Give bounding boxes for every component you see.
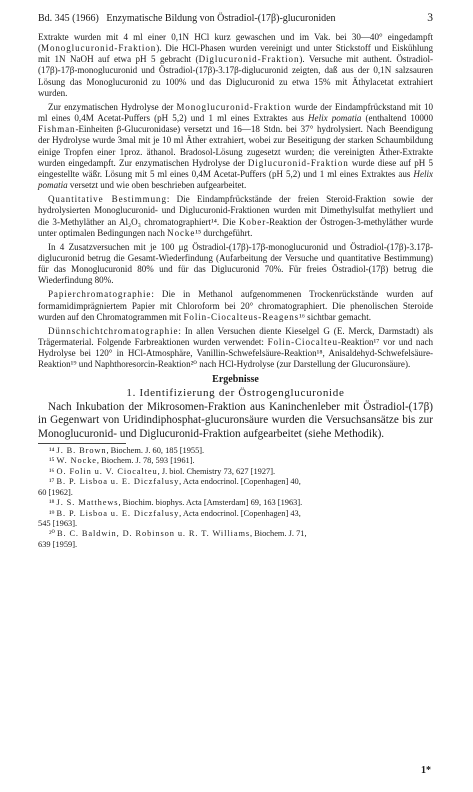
footnote-number: ¹⁸ [49,498,55,508]
footnote-item [38,529,433,539]
footnote-author: B. C. Baldwin, D. Robinson u. R. T. Williams [56,529,251,539]
text-run: Extrakte wurden mit 4 ml einer 0,1N HCl kurz gewaschen und im Vak. bei 30—40° eingedampft ( [38,32,433,54]
text-run: -Einheiten β-Glucuronidase) versetzt und 16—18 Stdn. bei 37° hydrolysiert. Nach Beendigung der Hydrolyse wurde 3mal mit je 10 ml Äther extrahiert, wobei zur Beseitigung der starken Schaumbildung einige Tropfen einer 1proz. äthanol. Bradosol-Lösung zugesetzt wurden; die vereinigten Äther-Extrakte wurden eingedampft. Zur enzymatischen Hydrolyse der [38,124,433,168]
footnote-reference: , J. biol. Chemistry 73, 627 [1927]. [157,466,276,476]
footnote-continuation: 60 [1962]. [38,487,73,497]
text-run: ¹⁶ sichtbar gemacht. [299,311,371,322]
spaced-term: Diglucuronid-Fraktion [198,54,300,65]
spaced-term: Folin-Ciocalteus-Reagens [183,311,300,322]
footnote-author: W. Nocke [56,456,97,466]
footnote-continuation: 639 [1959]. [38,539,78,549]
paragraph-hydrolysis [38,102,433,191]
footnote-reference: , Acta endocrinol. [Copenhagen] 43, [179,508,301,518]
footnote-author: O. Folin u. V. Ciocalteu [56,466,158,476]
text-run: : Die in Methanol aufgenommenen Trockenrückstände wurden auf formamidimprägniertem Papier mit Chloroform bei 20° chromatographiert. Die phenolischen Steroide wurden auf den Chromatogrammen mit [38,289,433,322]
footnote-author: J. B. Brown [56,446,107,456]
page-number: 3 [427,12,433,24]
spaced-term: Monoglucuronid-Fraktion [41,43,157,54]
article-body [38,32,433,550]
text-run: -Reaktion der Östrogen-3-methyläther wurde unter optimalen Bedingungen nach [38,216,433,238]
paragraph-paper-chromatography [38,289,433,322]
species-name: Helix pomatia [38,168,433,191]
text-run: : In allen Versuchen diente Kieselgel G (E. Merck, Darmstadt) als Trägermaterial. Folgende Farbreaktionen wurden verwendet: [38,325,433,348]
section-heading: Ergebnisse [212,373,259,385]
text-run: ). Die HCl-Phasen wurden vereinigt und unter Stickstoff und Eiskühlung mit 1N NaOH auf etwa pH 5 gebracht ( [38,43,433,65]
spaced-term: Quantitative Bestimmung [48,194,167,205]
running-header [38,12,433,26]
footnote-author: B. P. Lisboa u. E. Diczfalusy [56,508,180,518]
text-run: Zur enzymatischen Hydrolyse der [48,101,177,112]
footnote-reference: , Biochem. J. 60, 185 [1955]. [106,446,205,456]
author-name: Fishman [38,124,76,135]
footnote-reference: , Acta endocrinol. [Copenhagen] 40, [179,477,301,487]
footnote-continuation: 545 [1963]. [38,518,78,528]
text-run: ). Versuche mit authent. Östradiol-(17β)-17β-monoglucuronid und Östradiol-(17β)-3.17β-diglucuronid zeigten, daß aus der 0,1N salzsauren Lösung das Monoglucuronid zu 100% und das Diglucuronid zu etwa 15% mit Äthylacetat extrahiert wurden. [38,54,434,98]
author-name: Folin-Ciocalteu [267,337,338,348]
species-name: Helix pomatia [308,113,362,124]
header-title: Bd. 345 (1966) Enzymatische Bildung von Östradiol-(17β)-glucuroniden [38,13,336,24]
results-text [38,401,433,441]
footnote-number: ¹⁴ [49,446,55,456]
footnotes [38,446,433,550]
text-run: versetzt und wie oben beschrieben aufgearbeitet. [67,180,247,191]
spaced-term: Diglucuronid-Fraktion [247,157,349,168]
footnote-item [38,509,433,519]
footnote-reference: , Biochim. biophys. Acta [Amsterdam] 69, 163 [1963]. [118,498,303,508]
footnote-number: ¹⁵ [49,456,55,466]
signature-mark: 1* [421,765,431,776]
text-run: : Die Eindampfrückstände der freien Steroid-Fraktion sowie der hydrolysierten Monoglucuronid- und Diglucuronid-Fraktionen wurden mit Dimethylsulfat methyliert und die 3-Methyläther an Al₂O₃ chromatographiert¹⁴. Die [38,194,433,227]
footnote-reference: , Biochem. J. 71, [250,529,307,539]
footnote-author: J. S. Matthews [56,498,119,508]
paragraph-thin-layer [38,326,433,371]
text-run: wurde diese auf pH 5 eingestellte wäßr. Lösung mit 5 ml eines 0,4M Acetat-Puffers (pH 5,2) und 1 ml eines Extraktes aus [38,157,433,179]
footnote-item [38,456,433,466]
footnote-item [38,446,433,456]
author-name: Kober [239,216,267,227]
author-name: Nocke [167,227,196,238]
spaced-term: Monoglucuronid-Fraktion [176,101,292,112]
footnote-author: B. P. Lisboa u. E. Diczfalusy [56,477,180,487]
paragraph-recovery: In 4 Zusatzversuchen mit je 100 μg Östradiol-(17β)-17β-monoglucuronid und Östradiol-(17β)-3.17β-diglucuronid betrug die Gesamt-Wiederfindung (Aufarbeitung der Versuche und quantitative Bestimmung) für das Monoglucuronid 80% und für das Diglucuronid 70%. Für freies Östradiol-(17β) betrug die Wiederfindung 80%. [38,241,433,286]
text-run: ¹⁵ durchgeführt. [195,227,253,238]
spaced-term: Papierchromatographie [48,289,152,300]
spaced-term: Dünnschichtchromatographie [48,325,179,336]
footnote-reference: , Biochem. J. 78, 593 [1961]. [96,456,195,466]
text-run: wurde der Eindampfrückstand mit 10 ml eines 0,4M Acetat-Puffers (pH 5,2) und 1 ml eines Extraktes aus [38,101,433,124]
paragraph-extraction [38,32,433,99]
footnote-item [38,498,433,508]
footnote-item [38,477,433,487]
paragraph-results: Nach Inkubation der Mikrosomen-Fraktion aus Kaninchenleber mit Östradiol-(17β) in Gegenwart von Uridindiphosphat-glucuronsäure wurden die Versuchsansätze bis zur Monoglucuronid- und Diglucuronid-Fraktion aufgearbeitet (siehe Methodik). [38,400,433,440]
footnote-number: ¹⁶ [49,466,55,476]
paragraph-quantitative [38,194,433,239]
subsection-heading: 1. Identifizierung der Östrogenglucuronide [126,386,345,399]
text-run: (enthaltend 10000 [361,113,433,124]
footnote-number: ¹⁹ [49,508,55,518]
footnote-number: ²⁰ [49,529,55,539]
footnote-item [38,467,433,477]
text-run: -Reaktion¹⁷ vor und nach Hydrolyse bei 120° in HCl-Atmosphäre, Vanillin-Schwefelsäure-Reaktion¹⁸, Anisaldehyd-Schwefelsäure-Reaktion¹⁹ und Naphthoresorcin-Reaktion²⁰ nach HCl-Hydrolyse (zur Darstellung der Glucuronsäure). [38,337,433,370]
footnote-number: ¹⁷ [49,477,55,487]
footnote-divider [38,443,126,444]
